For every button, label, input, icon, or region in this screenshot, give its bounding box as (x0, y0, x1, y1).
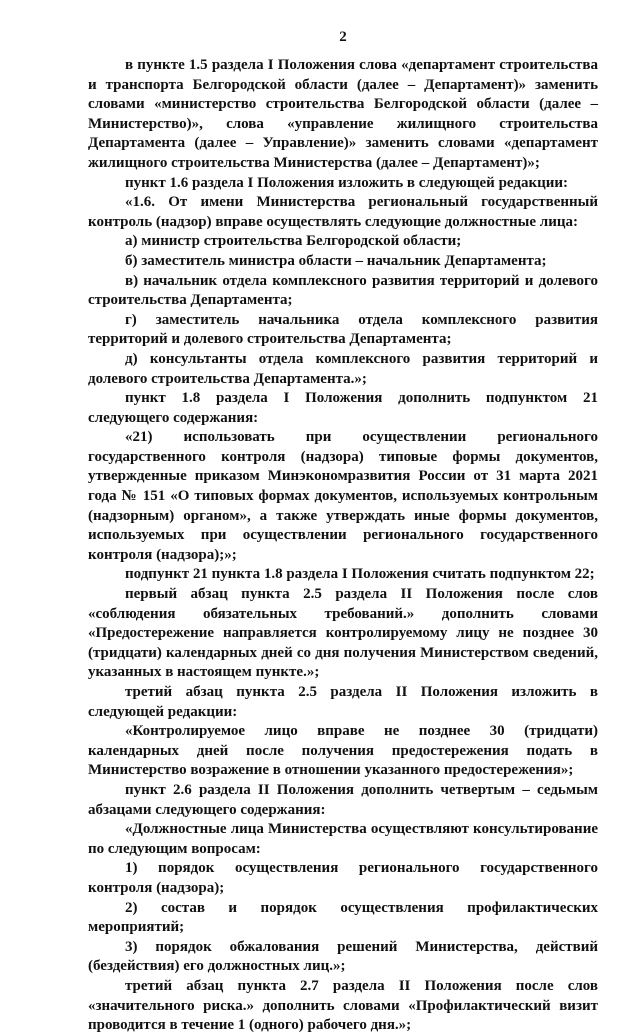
paragraph: «Контролируемое лицо вправе не позднее 30 (тридцати) календарных дней после получения предостережения подать в Министерство возражение в отношении указанного предостережения»; (88, 723, 598, 779)
paragraph: г) заместитель начальника отдела комплексного развития территорий и долевого строительства Департамента; (88, 311, 598, 348)
paragraph: пункт 1.6 раздела I Положения изложить в следующей редакции: (125, 174, 569, 191)
page-number: 2 (339, 29, 347, 45)
paragraph: подпункт 21 пункта 1.8 раздела I Положения считать подпунктом 22; (125, 566, 595, 583)
paragraph: д) консультанты отдела комплексного развития территорий и долевого строительства Департамента.»; (88, 350, 598, 387)
paragraph: «1.6. От имени Министерства региональный государственный контроль (надзор) вправе осуществлять следующие должностные лица: (88, 194, 598, 230)
document-page (88, 28, 598, 1036)
paragraph: 3) порядок обжалования решений Министерства, действий (бездействия) его должностных лиц.»; (88, 938, 598, 975)
paragraph: «Должностные лица Министерства осуществляют консультирование по следующим вопросам: (88, 821, 598, 857)
paragraph: 1) порядок осуществления регионального государственного контроля (надзора); (88, 860, 598, 896)
paragraph: первый абзац пункта 2.5 раздела II Положения после слов «соблюдения обязательных требований.» дополнить словами «Предостережение направляется контролируемому лицу не позднее 30 (тридцати) календарных дней со дня получения Министерством сведений, указанных в настоящем пункте.»; (88, 586, 598, 681)
paragraph: 2) состав и порядок осуществления профилактических мероприятий; (88, 899, 598, 936)
paragraph: б) заместитель министра области – начальник Департамента; (125, 252, 547, 269)
paragraph: в пункте 1.5 раздела I Положения слова «департамент строительства и транспорта Белгородской области (далее – Департамент)» заменить словами «министерство строительства Белгородской области (далее – Министерство)», слова «управление жилищного строительства Департамента (далее – Управление)» заменить словами «департамент жилищного строительства Министерства (далее – Департамент)»; (88, 57, 598, 171)
paragraph: пункт 1.8 раздела I Положения дополнить подпунктом 21 следующего содержания: (88, 390, 598, 426)
paragraph: «21) использовать при осуществлении регионального государственного контроля (надзора) типовые формы документов, утвержденные приказом Минэкономразвития России от 31 марта 2021 года № 151 «О типовых формах документов, используемых контрольным (надзорным) органом», а также утверждать иные формы документов, используемых при осуществлении регионального государственного контроля (надзора);»; (88, 429, 598, 563)
paragraph: третий абзац пункта 2.7 раздела II Положения после слов «значительного риска.» дополнить словами «Профилактический визит проводится в течение 1 (одного) рабочего дня.»; (88, 977, 598, 1034)
document-body (88, 56, 598, 1036)
paragraph: пункт 2.6 раздела II Положения дополнить четвертым – седьмым абзацами следующего содержания: (88, 781, 598, 818)
paragraph: а) министр строительства Белгородской области; (125, 233, 462, 250)
paragraph: в) начальник отдела комплексного развития территорий и долевого строительства Департамента; (88, 272, 598, 309)
paragraph: третий абзац пункта 2.5 раздела II Положения изложить в следующей редакции: (88, 684, 598, 720)
